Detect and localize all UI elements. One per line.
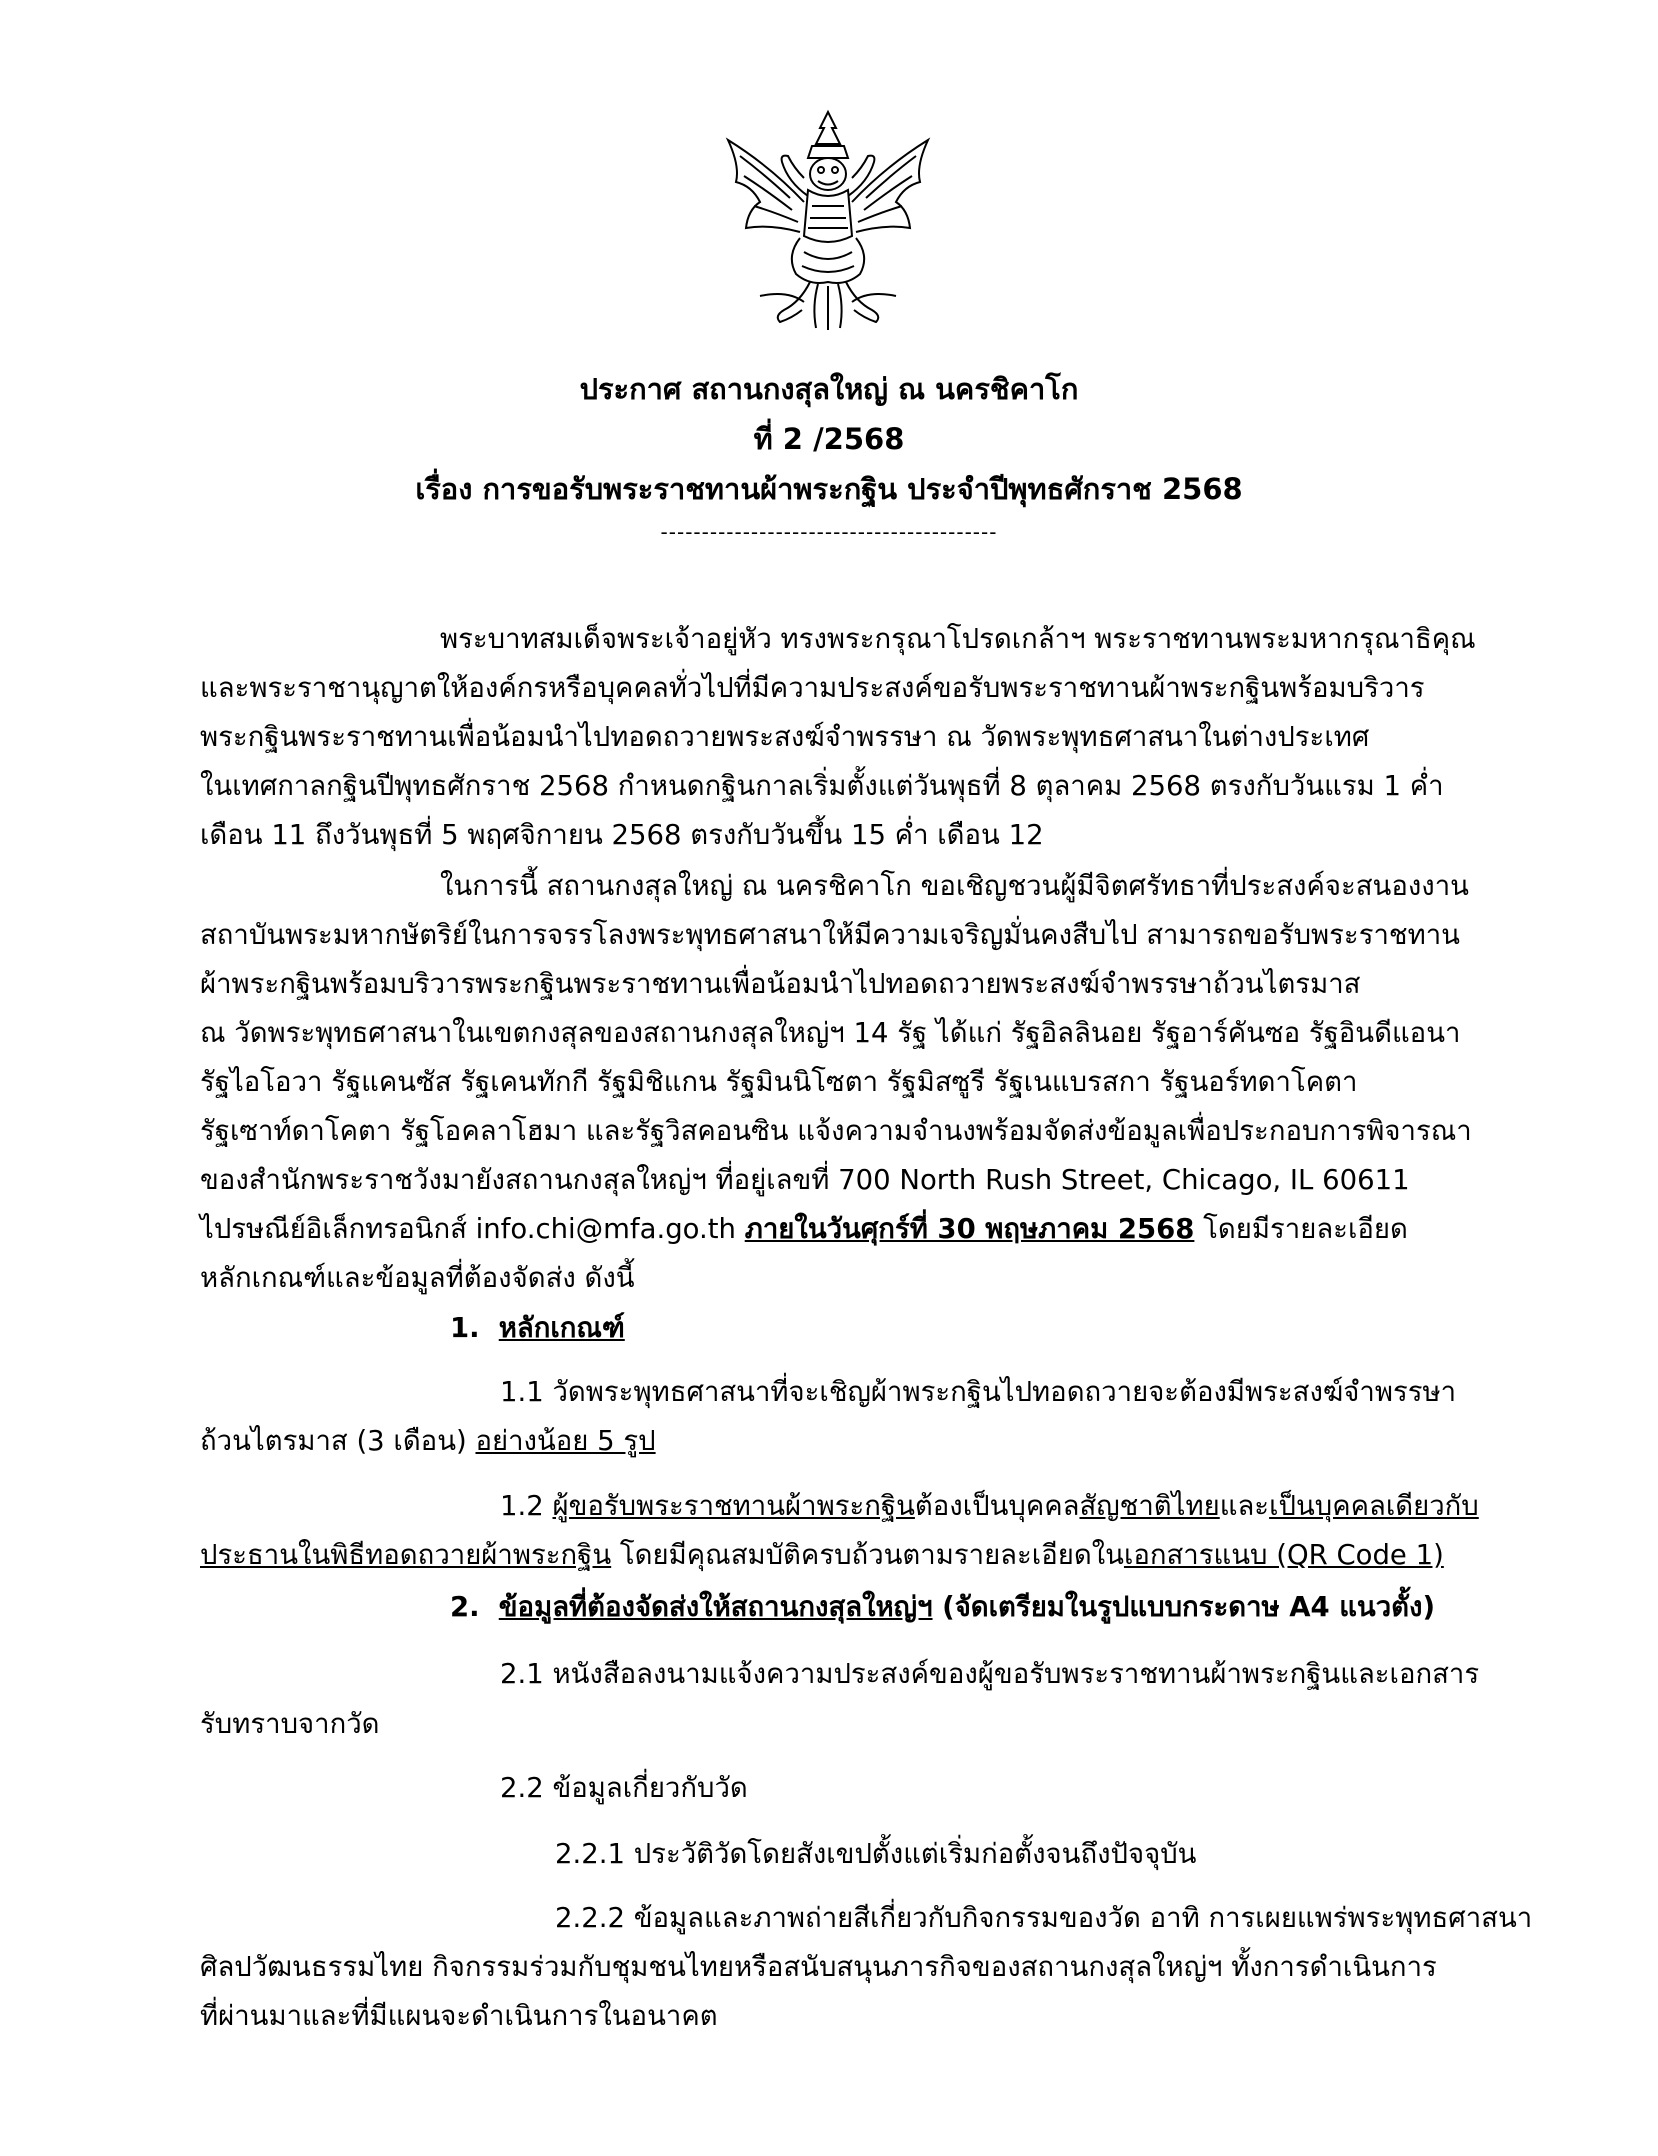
item-underlined-text: สัญชาติไทย xyxy=(1079,1490,1220,1522)
item-2-2-1-line: 2.2.1 ประวัติวัดโดยสังเขปตั้งแต่เริ่มก่อตั้งจนถึงปัจจุบัน xyxy=(555,1838,1197,1870)
announcement-number: ที่ 2 /2568 xyxy=(753,422,905,456)
section-2-heading xyxy=(450,1585,1435,1629)
item-text: ถ้วนไตรมาส (3 เดือน) xyxy=(200,1425,476,1457)
item-text: ต้องเป็นบุคคล xyxy=(914,1490,1080,1522)
section-number: 2. xyxy=(450,1591,480,1623)
paragraph-line: ในเทศกาลกฐินปีพุทธศักราช 2568 กำหนดกฐินกาลเริ่มตั้งแต่วันพุธที่ 8 ตุลาคม 2568 ตรงกับวันแรม 1 ค่ำ xyxy=(200,770,1444,802)
item-2-2-2-line: ที่ผ่านมาและที่มีแผนจะดำเนินการในอนาคต xyxy=(200,2000,718,2032)
paragraph-line: ผ้าพระกฐินพร้อมบริวารพระกฐินพระราชทานเพื่อน้อมนำไปทอดถวายพระสงฆ์จำพรรษาถ้วนไตรมาส xyxy=(200,968,1361,1000)
item-text: และ xyxy=(1219,1490,1270,1522)
item-1-1-line xyxy=(200,1419,656,1463)
item-2-1-line: 2.1 หนังสือลงนามแจ้งความประสงค์ของผู้ขอรับพระราชทานผ้าพระกฐินและเอกสาร xyxy=(500,1658,1480,1690)
item-1-2-line xyxy=(500,1484,1479,1528)
section-1-heading xyxy=(450,1306,625,1350)
email-text: ไปรษณีย์อิเล็กทรอนิกส์ info.chi@mfa.go.th xyxy=(200,1213,745,1245)
paragraph-line xyxy=(200,1207,1408,1251)
item-underlined-text: เป็นบุคคลเดียวกับ xyxy=(1269,1490,1479,1522)
section-number: 1. xyxy=(450,1312,480,1344)
item-1-1-line: 1.1 วัดพระพุทธศาสนาที่จะเชิญผ้าพระกฐินไปทอดถวายจะต้องมีพระสงฆ์จำพรรษา xyxy=(500,1376,1457,1408)
section-note: (จัดเตรียมในรูปแบบกระดาษ A4 แนวตั้ง) xyxy=(932,1591,1436,1623)
paragraph-text: โดยมีรายละเอียด xyxy=(1194,1213,1408,1245)
announcement-subject: เรื่อง การขอรับพระราชทานผ้าพระกฐิน ประจำปีพุทธศักราช 2568 xyxy=(415,472,1243,506)
attachment-link[interactable]: เอกสารแนบ (QR Code 1) xyxy=(1123,1539,1444,1571)
divider: ----------------------------------------- xyxy=(660,520,998,544)
paragraph-line: ของสำนักพระราชวังมายังสถานกงสุลใหญ่ฯ ที่อยู่เลขที่ 700 North Rush Street, Chicago, IL 60611 xyxy=(200,1164,1410,1196)
paragraph-line: สถาบันพระมหากษัตริย์ในการจรรโลงพระพุทธศาสนาให้มีความเจริญมั่นคงสืบไป สามารถขอรับพระราชทาน xyxy=(200,919,1460,951)
section-title: ข้อมูลที่ต้องจัดส่งให้สถานกงสุลใหญ่ฯ xyxy=(498,1591,933,1623)
deadline-text: ภายในวันศุกร์ที่ 30 พฤษภาคม 2568 xyxy=(744,1213,1195,1245)
paragraph-line: ณ วัดพระพุทธศาสนาในเขตกงสุลของสถานกงสุลใหญ่ฯ 14 รัฐ ได้แก่ รัฐอิลลินอย รัฐอาร์คันซอ รัฐอินดีแอนา xyxy=(200,1017,1461,1049)
item-2-1-line: รับทราบจากวัด xyxy=(200,1708,380,1740)
paragraph-line: พระกฐินพระราชทานเพื่อน้อมนำไปทอดถวายพระสงฆ์จำพรรษา ณ วัดพระพุทธศาสนาในต่างประเทศ xyxy=(200,721,1370,753)
announcement-title: ประกาศ สถานกงสุลใหญ่ ณ นครชิคาโก xyxy=(579,372,1079,406)
item-text: โดยมีคุณสมบัติครบถ้วนตามรายละเอียดใน xyxy=(611,1539,1124,1571)
item-underlined-text: ผู้ขอรับพระราชทานผ้าพระกฐิน xyxy=(552,1490,915,1522)
item-1-2-line xyxy=(200,1533,1444,1577)
item-2-2-2-line: ศิลปวัฒนธรรมไทย กิจกรรมร่วมกับชุมชนไทยหรือสนับสนุนภารกิจของสถานกงสุลใหญ่ฯ ทั้งการดำเนินการ xyxy=(200,1951,1437,1983)
paragraph-line: รัฐเซาท์ดาโคตา รัฐโอคลาโฮมา และรัฐวิสคอนซิน แจ้งความจำนงพร้อมจัดส่งข้อมูลเพื่อประกอบการพิจารณา xyxy=(200,1115,1472,1147)
paragraph-line: หลักเกณฑ์และข้อมูลที่ต้องจัดส่ง ดังนี้ xyxy=(200,1262,635,1294)
paragraph-line: เดือน 11 ถึงวันพุธที่ 5 พฤศจิกายน 2568 ตรงกับวันขึ้น 15 ค่ำ เดือน 12 xyxy=(200,819,1044,851)
item-2-2-line: 2.2 ข้อมูลเกี่ยวกับวัด xyxy=(500,1772,748,1804)
paragraph-line: พระบาทสมเด็จพระเจ้าอยู่หัว ทรงพระกรุณาโปรดเกล้าฯ พระราชทานพระมหากรุณาธิคุณ xyxy=(440,623,1476,655)
paragraph-line: รัฐไอโอวา รัฐแคนซัส รัฐเคนทักกี รัฐมิชิแกน รัฐมินนิโซตา รัฐมิสซูรี รัฐเนแบรสกา รัฐนอร์ทดาโคตา xyxy=(200,1066,1358,1098)
item-2-2-2-line: 2.2.2 ข้อมูลและภาพถ่ายสีเกี่ยวกับกิจกรรมของวัด อาทิ การเผยแพร่พระพุทธศาสนา xyxy=(555,1902,1533,1934)
paragraph-line: ในการนี้ สถานกงสุลใหญ่ ณ นครชิคาโก ขอเชิญชวนผู้มีจิตศรัทธาที่ประสงค์จะสนองงาน xyxy=(440,870,1469,902)
item-number: 1.2 xyxy=(500,1490,553,1522)
garuda-emblem-icon xyxy=(700,106,956,334)
item-underlined-text: อย่างน้อย 5 รูป xyxy=(475,1425,656,1457)
item-underlined-text: ประธานในพิธีทอดถวายผ้าพระกฐิน xyxy=(200,1539,612,1571)
section-title: หลักเกณฑ์ xyxy=(498,1312,625,1344)
paragraph-line: และพระราชานุญาตให้องค์กรหรือบุคคลทั่วไปที่มีความประสงค์ขอรับพระราชทานผ้าพระกฐินพร้อมบริวาร xyxy=(200,672,1425,704)
